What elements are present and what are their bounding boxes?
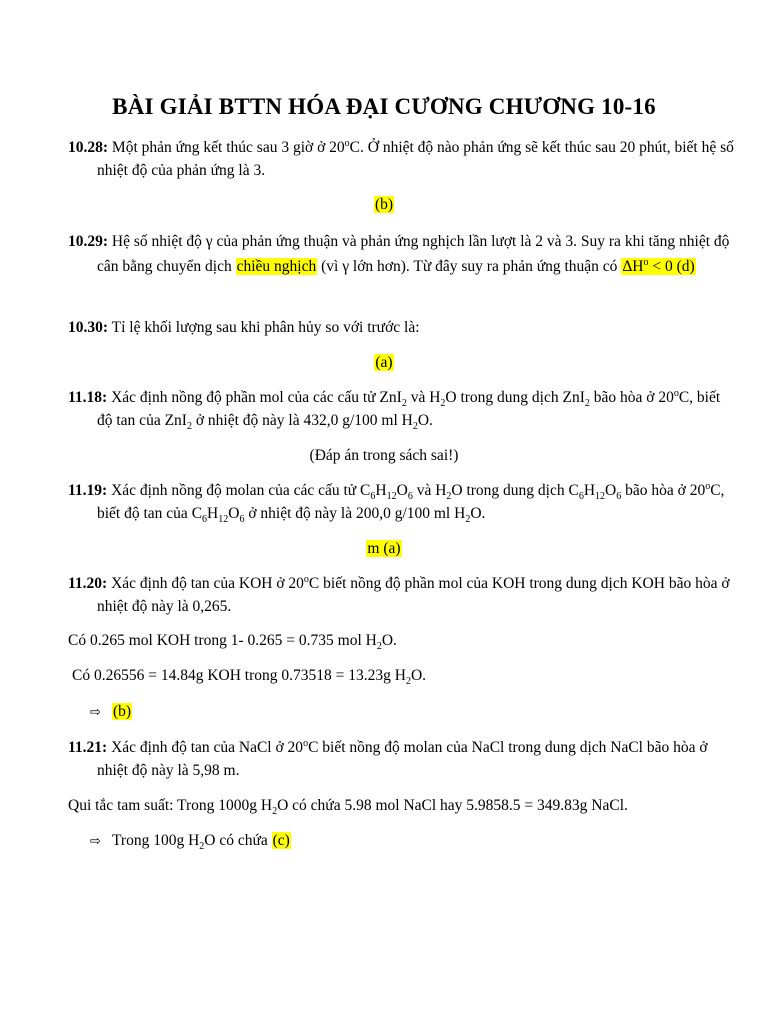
answer-11-19 xyxy=(0,537,768,560)
question-number: 11.20: xyxy=(68,575,108,592)
page-title: BÀI GIẢI BTTN HÓA ĐẠI CƯƠNG CHƯƠNG 10-16 xyxy=(112,94,656,119)
question-number: 10.28: xyxy=(68,139,109,156)
question-11-19: 11.19: Xác định nồng độ molan của các cấu tử $C_6H_{12}O_6$ và $H_2O$ trong dung dịch $C_6H_{12}O_6$ bão hòa ở 20$^o$C, biết độ tan của $C_6H_{12}O_6$ ở nhiệt độ này là 200,0 g/100 ml $H_2O$. xyxy=(68,480,725,526)
question-11-18: 11.18: Xác định nồng độ phần mol của các cấu tử ZnI$_2$ và $H_2O$ trong dung dịch ZnI$_2$ bão hòa ở 20$^o$C, biết độ tan của ZnI$_2$ ở nhiệt độ này là 432,0 g/100 ml $H_2O$. xyxy=(68,387,721,433)
highlighted-answer: $\Delta H^o < 0$ (d) xyxy=(622,256,695,275)
highlighted-answer: (c) xyxy=(272,832,290,849)
answer-10-28 xyxy=(0,193,768,216)
question-11-20: 11.20: Xác định độ tan của KOH ở 20$^o$C biết nồng độ phần mol của KOH trong dung dịch KOH bão hòa ở nhiệt độ này là 0,265. xyxy=(68,573,730,615)
answer-11-21: ⇨ Trong 100g $H_2O$ có chứa (c) xyxy=(90,832,290,853)
highlighted-answer: (b) xyxy=(113,703,132,720)
question-number: 10.29: xyxy=(68,233,109,250)
question-10-29: 10.29: Hệ số nhiệt độ γ của phản ứng thuận và phản ứng nghịch lần lượt là 2 và 3. Suy ra khi tăng nhiệt độ cân bằng chuyển dịch chiều nghịch (vì γ lớn hơn). Từ đây suy ra phản ứng thuận có $\Delta H^o < 0$ (d) xyxy=(68,233,730,275)
arrow-right-icon: ⇨ xyxy=(90,834,101,849)
question-number: 11.21: xyxy=(68,739,108,756)
question-number: 11.19: xyxy=(68,482,108,499)
highlighted-answer: (b) xyxy=(374,196,394,213)
solution-line-2: Có 0.26556 = 14.84g KOH trong 0.73518 = 13.23g $H_2O$. xyxy=(72,667,427,688)
question-10-30: 10.30: Tỉ lệ khối lượng sau khi phân hủy so với trước là: xyxy=(68,319,420,336)
question-number: 10.30: xyxy=(68,319,109,336)
question-10-28: 10.28: Một phản ứng kết thúc sau 3 giờ ở 20$^o$C. Ở nhiệt độ nào phản ứng sẽ kết thúc sau 20 phút, biết hệ số nhiệt độ của phản ứng là 3. xyxy=(68,137,734,179)
solution-line-1: Có 0.265 mol KOH trong 1- 0.265 = 0.735 mol $H_2O$. xyxy=(68,632,397,653)
note-11-18: (Đáp án trong sách sai!) xyxy=(309,447,459,464)
answer-11-20 xyxy=(90,700,132,724)
solution-line-1: Qui tắc tam suất: Trong 1000g $H_2O$ có chứa 5.98 mol NaCl hay 5.9858.5 = 349.83g NaCl. xyxy=(68,797,628,818)
highlighted-answer: (a) xyxy=(375,354,393,371)
question-11-21: 11.21: Xác định độ tan của NaCl ở 20$^o$C biết nồng độ molan của NaCl trong dung dịch NaCl bão hòa ở nhiệt độ này là 5,98 m. xyxy=(68,737,708,779)
question-number: 11.18: xyxy=(68,389,108,406)
arrow-right-icon: ⇨ xyxy=(90,705,101,720)
highlighted-answer: m (a) xyxy=(367,540,401,557)
answer-10-30 xyxy=(0,351,768,374)
highlighted-text: chiều nghịch xyxy=(236,258,317,275)
